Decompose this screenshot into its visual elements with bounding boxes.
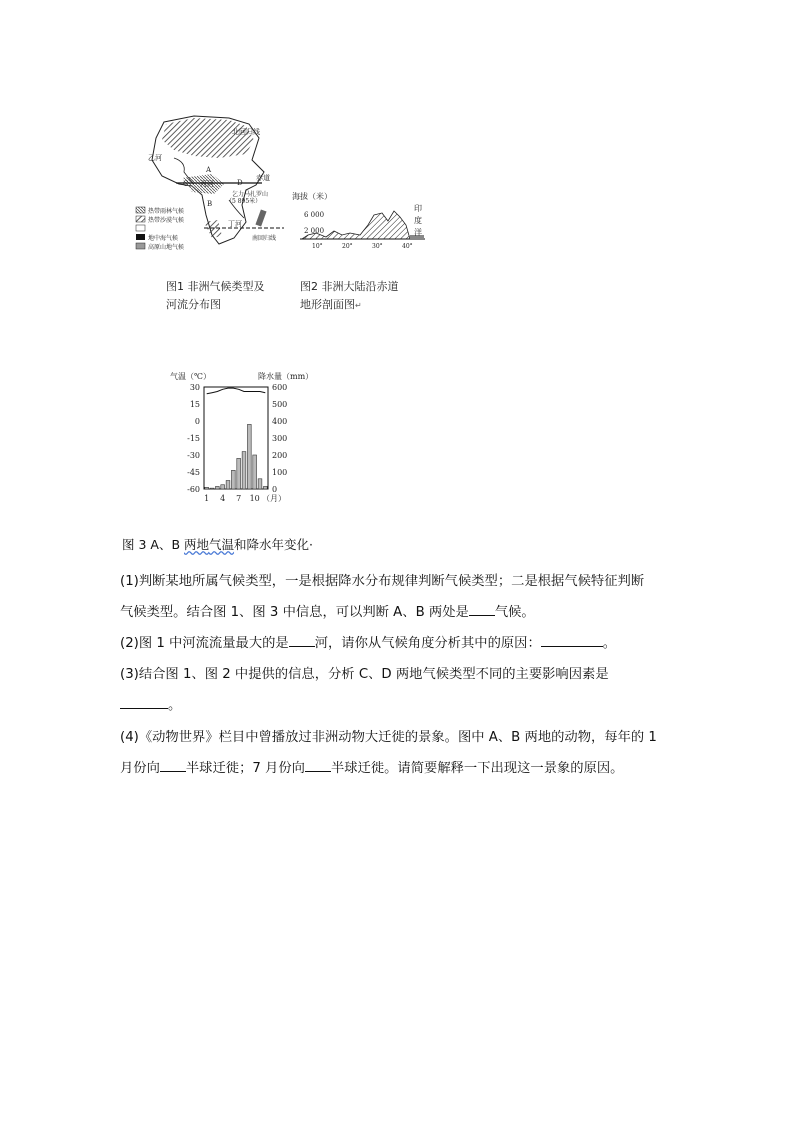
label-river-ding: 丁河	[228, 220, 242, 228]
q1-part2b: 气候。	[494, 605, 535, 620]
figure1-caption-line1: 图1 非洲气候类型及	[166, 280, 265, 293]
figure2-caption	[300, 278, 399, 315]
chart-xlabel: （月）	[262, 494, 286, 503]
q2-blank-reason[interactable]	[541, 634, 603, 647]
profile-xtick-10: 10°	[312, 243, 323, 250]
question-3-line2	[120, 690, 680, 721]
x-tick-4: 4	[220, 494, 226, 503]
temp-tick-6: -60	[187, 485, 200, 494]
precip-tick-2: 400	[272, 417, 288, 426]
figure1-africa-map	[134, 110, 304, 260]
temp-tick-0: 30	[189, 383, 200, 392]
precip-tick-1: 500	[272, 400, 288, 409]
precip-bar-10	[253, 455, 257, 489]
chart-frame	[204, 387, 268, 489]
profile-ylabel: 海拔（米）	[292, 192, 332, 201]
madagascar	[255, 209, 266, 226]
figure3-climate-chart	[168, 365, 338, 510]
figure1-caption-line2: 河流分布图	[166, 298, 221, 311]
precip-bar-9	[247, 424, 251, 489]
profile-ocean-2: 度	[414, 216, 422, 225]
precip-bar-1	[205, 487, 209, 489]
precip-bar-5	[226, 481, 230, 490]
profile-ocean-3: 洋	[414, 228, 422, 237]
fig3-caption-u2: 和	[234, 537, 247, 552]
temp-line	[207, 388, 266, 394]
label-river-yi: 乙河	[148, 154, 162, 162]
precip-tick-6: 0	[272, 485, 278, 494]
question-4-line2	[120, 753, 680, 784]
figure3-caption	[122, 535, 313, 553]
label-a: A	[206, 166, 212, 174]
legend-highland-swatch	[136, 243, 145, 249]
temp-tick-5: -45	[187, 468, 200, 477]
profile-ocean-1: 印	[414, 204, 422, 213]
figure1-caption	[166, 278, 265, 314]
precip-bar-11	[258, 479, 262, 489]
q2-blank-river[interactable]	[289, 634, 315, 647]
profile-ytick-2000: 2 000	[304, 227, 325, 235]
fig3-caption-u1: 两地	[184, 537, 210, 552]
temp-tick-4: -30	[187, 451, 200, 460]
q3b: 。	[168, 698, 182, 713]
precip-bar-6	[231, 470, 235, 489]
legend-rainforest-swatch	[136, 207, 145, 213]
legend-blank-swatch	[136, 225, 145, 231]
legend-desert-swatch	[136, 216, 145, 222]
q3-blank[interactable]	[120, 696, 168, 709]
question-2	[120, 628, 680, 659]
label-river-bing: 丙河	[200, 180, 214, 188]
q1-part2a: 气候类型。结合图 1、图 3 中信息，可以判断 A、B 两处是	[120, 605, 469, 620]
q1-blank[interactable]	[469, 603, 495, 616]
label-tropic-south: 南回归线	[252, 235, 277, 242]
q4d: 半球迁徙。请简要解释一下出现这一景象的原因。	[330, 761, 624, 776]
q4-blank-jul[interactable]	[305, 759, 331, 772]
precip-bar-2	[210, 488, 214, 489]
label-tropic-north: 北回归线	[232, 128, 260, 136]
legend-highland: 高原山地气候	[148, 244, 185, 251]
label-d: D	[237, 179, 243, 187]
q4a: (4)《动物世界》栏目中曾播放过非洲动物大迁徙的景象。图中 A、B 两地的动物，每年的 1	[120, 730, 657, 745]
figure2-caption-line1: 图2 非洲大陆沿赤道	[300, 280, 399, 293]
legend-med-swatch	[136, 234, 145, 240]
precip-bar-3	[215, 486, 219, 489]
label-b: B	[207, 200, 213, 208]
label-kilimanjaro: 乞力马扎罗山	[232, 191, 269, 198]
precip-tick-3: 300	[272, 434, 288, 443]
profile-ytick-6000: 6 000	[304, 211, 325, 219]
precip-tick-5: 100	[272, 468, 288, 477]
temp-tick-1: 15	[189, 400, 200, 409]
q1-part1: (1)判断某地所属气候类型，一是根据降水分布规律判断气候类型；二是根据气候特征判断	[120, 574, 645, 589]
figure2-caption-line2: 地形剖面图↵	[300, 298, 362, 311]
legend-desert: 热带沙漠气候	[148, 217, 185, 224]
q3a: (3)结合图 1、图 2 中提供的信息，分析 C、D 两地气候类型不同的主要影响因素是	[120, 667, 609, 682]
q2c: 。	[602, 636, 617, 651]
label-c: C	[183, 180, 189, 188]
figure2-caption-line2-text: 地形剖面图	[300, 298, 355, 311]
profile-xtick-30: 30°	[372, 243, 383, 250]
x-tick-7: 7	[236, 494, 242, 503]
x-tick-1: 1	[204, 494, 210, 503]
precip-bar-7	[237, 458, 241, 489]
q4c: 半球迁徙；7 月份向	[185, 761, 305, 776]
question-3-line1	[120, 659, 680, 690]
precip-bar-8	[242, 452, 246, 489]
temp-tick-3: -15	[187, 434, 200, 443]
fig3-caption-suffix: 降水年变化·	[246, 537, 314, 552]
precip-bar-4	[221, 485, 225, 489]
fig3-caption-mid: 气温	[209, 537, 235, 552]
temp-tick-2: 0	[194, 417, 200, 426]
profile-xtick-40: 40°	[402, 243, 413, 250]
chart-ylabel-right: 降水量（mm）	[258, 372, 314, 381]
label-elevation: （5 895米）	[226, 198, 262, 205]
question-4-line1	[120, 722, 680, 753]
q4b: 月份向	[120, 761, 160, 776]
x-tick-10: 10	[249, 494, 260, 503]
precip-tick-4: 200	[272, 451, 288, 460]
figure2-profile	[290, 185, 440, 255]
legend-med: 地中海气候	[148, 235, 179, 242]
precip-tick-0: 600	[272, 383, 288, 392]
question-1-line1	[120, 566, 680, 597]
precip-bar-12	[263, 486, 267, 489]
q4-blank-jan[interactable]	[160, 759, 186, 772]
question-1-line2	[120, 597, 680, 628]
profile-xtick-20: 20°	[342, 243, 353, 250]
chart-ylabel-left: 气温（℃）	[170, 372, 211, 381]
q2b: 河，请你从气候角度分析其中的原因：	[314, 636, 541, 651]
fig3-caption-prefix: 图 3 A、B	[122, 537, 184, 552]
label-equator: 赤道	[256, 174, 270, 182]
legend-rainforest: 热带雨林气候	[148, 208, 185, 215]
q2a: (2)图 1 中河流流量最大的是	[120, 636, 289, 651]
